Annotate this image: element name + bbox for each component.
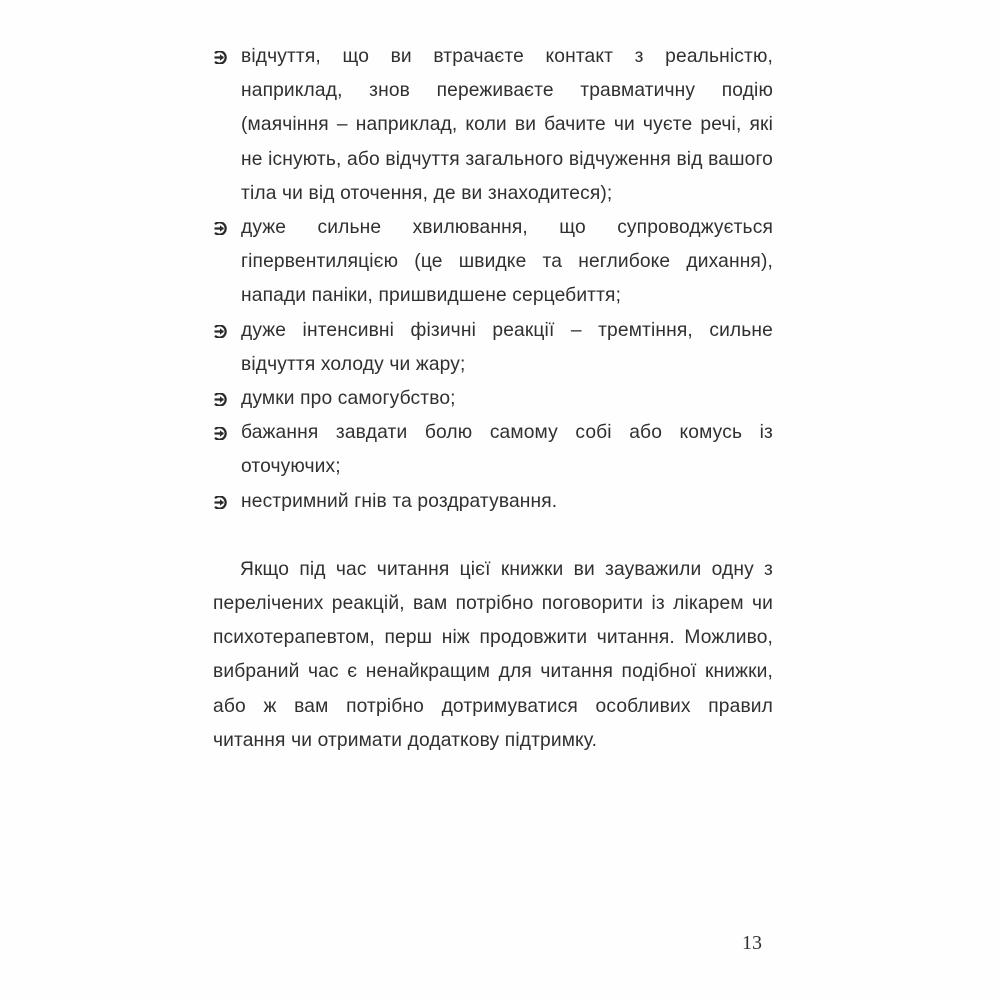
- list-item-text: думки про самогубство;: [241, 388, 456, 410]
- circled-arrow-right-icon: [213, 325, 229, 338]
- list-item-text: відчуття, що ви втрачаєте контакт з реальністю, наприклад, знов переживаєте травматичну подію (маячіння – наприклад, коли ви бачите чи чуєте речі, які не існують, або відчуття загального відчуження від вашого тіла чи від оточення, де ви знаходитеся);: [241, 46, 773, 204]
- circled-arrow-right-icon: [213, 393, 229, 406]
- page-body: [213, 40, 773, 758]
- list-item: [213, 485, 773, 519]
- list-item: [213, 40, 773, 211]
- list-item: [213, 382, 773, 416]
- circled-arrow-right-icon: [213, 427, 229, 440]
- circled-arrow-right-icon: [213, 496, 229, 509]
- list-item-text: дуже сильне хвилювання, що супроводжується гіпервентиляцією (це швидке та неглибоке дихання), напади паніки, пришвидшене серцебиття;: [241, 217, 773, 307]
- list-item: [213, 211, 773, 314]
- list-item: [213, 314, 773, 382]
- list-item-text: бажання завдати болю самому собі або комусь із оточуючих;: [241, 422, 773, 478]
- reaction-list: [213, 40, 773, 519]
- circled-arrow-right-icon: [213, 222, 229, 235]
- list-item-text: дуже інтенсивні фізичні реакції – тремтіння, сильне відчуття холоду чи жару;: [241, 319, 773, 375]
- list-item: [213, 416, 773, 484]
- body-paragraph: Якщо під час читання цієї книжки ви зауважили одну з перелічених реакцій, вам потрібно поговорити із лікарем чи психотерапевтом, перш ніж продовжити читання. Можливо, вибраний час є ненайкращим для читання подібної книжки, або ж вам потрібно дотримуватися особливих правил читання чи отримати додаткову підтримку.: [213, 558, 773, 751]
- circled-arrow-right-icon: [213, 51, 229, 64]
- list-item-text: нестримний гнів та роздратування.: [241, 490, 558, 512]
- page-number: 13: [742, 932, 762, 954]
